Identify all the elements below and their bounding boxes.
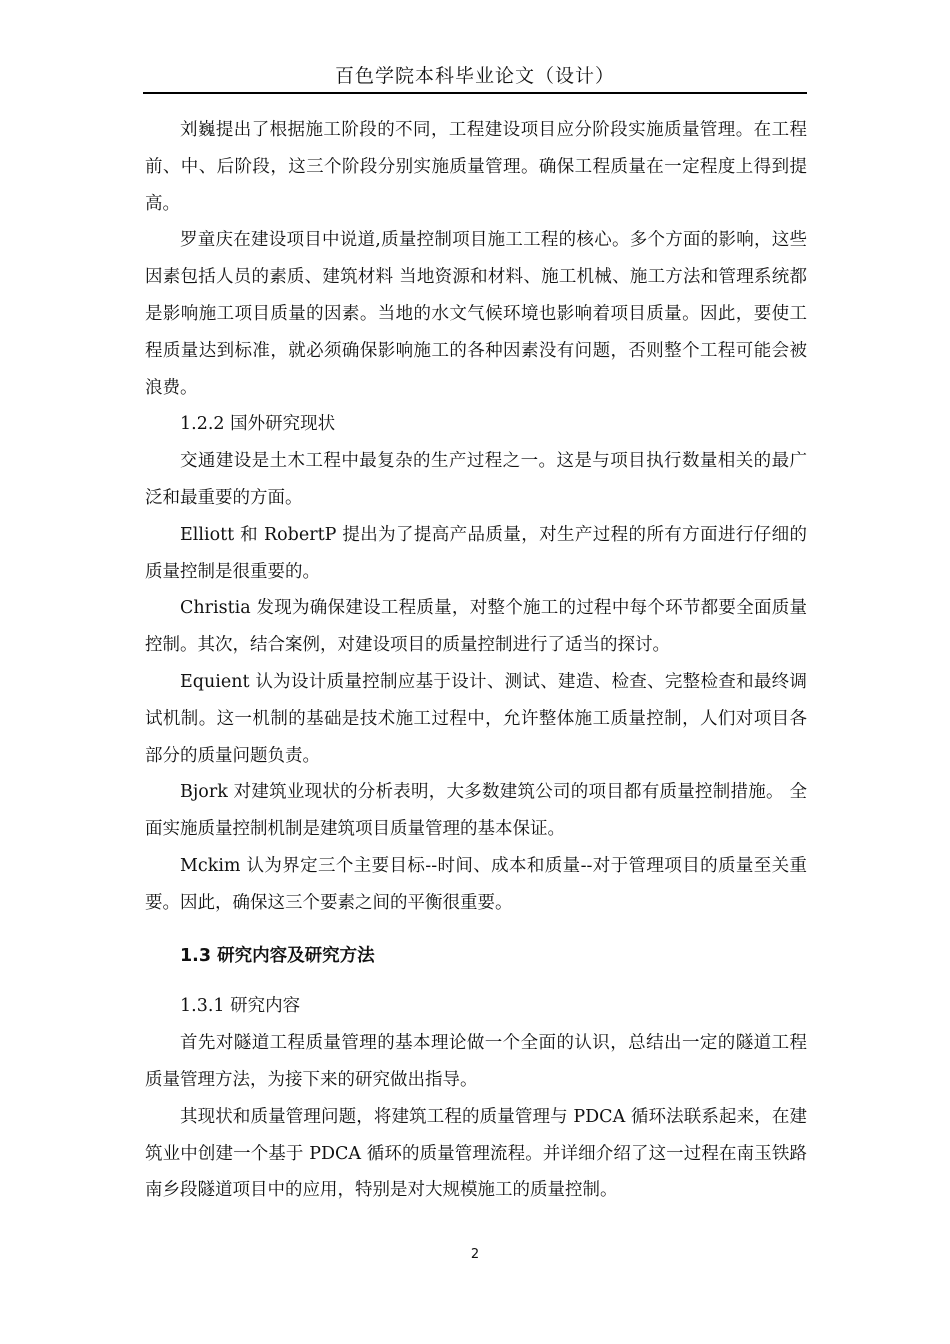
paragraph: 罗童庆在建设项目中说道,质量控制项目施工工程的核心。多个方面的影响，这些因素包括人员的素质、建筑材料 当地资源和材料、施工机械、施工方法和管理系统都是影响施工项目质量的因素。当地的水文气候环境也影响着项目质量。因此，要使工程质量达到标准，就必须确保影响施工的各种因素没有问题，否则整个工程可能会被浪费。 — [145, 230, 807, 398]
paragraph: 交通建设是土木工程中最复杂的生产过程之一。这是与项目执行数量相关的最广泛和最重要的方面。 — [145, 451, 807, 508]
paragraph: 其现状和质量管理问题，将建筑工程的质量管理与 PDCA 循环法联系起来，在建筑业中创建一个基于 PDCA 循环的质量管理流程。并详细介绍了这一过程在南玉铁路南乡段隧道项目中的应用，特别是对大规模施工的质量控制。 — [145, 1106, 807, 1201]
paragraph: Elliott 和 RobertP 提出为了提高产品质量，对生产过程的所有方面进行仔细的质量控制是很重要的。 — [145, 524, 807, 582]
paragraph: 刘巍提出了根据施工阶段的不同，工程建设项目应分阶段实施质量管理。在工程前、中、后阶段，这三个阶段分别实施质量管理。确保工程质量在一定程度上得到提高。 — [145, 120, 807, 214]
header-rule — [143, 92, 807, 94]
page-body — [145, 112, 807, 1209]
subsection-heading-1-2-2: 1.2.2 国外研究现状 — [180, 414, 336, 435]
paragraph: 首先对隧道工程质量管理的基本理论做一个全面的认识，总结出一定的隧道工程质量管理方法，为接下来的研究做出指导。 — [145, 1033, 807, 1090]
section-heading-1-3: 1.3 研究内容及研究方法 — [180, 945, 375, 966]
paragraph: Mckim 认为界定三个主要目标--时间、成本和质量--对于管理项目的质量至关重要。因此，确保这三个要素之间的平衡很重要。 — [145, 855, 807, 913]
subsection-heading-1-3-1: 1.3.1 研究内容 — [180, 996, 301, 1017]
paragraph: Christia 发现为确保建设工程质量，对整个施工的过程中每个环节都要全面质量控制。其次，结合案例，对建设项目的质量控制进行了适当的探讨。 — [145, 598, 807, 656]
page-number: 2 — [470, 1247, 480, 1262]
page-header-title: 百色学院本科毕业论文（设计） — [334, 65, 615, 87]
paragraph: Equient 认为设计质量控制应基于设计、测试、建造、检查、完整检查和最终调试机制。这一机制的基础是技术施工过程中，允许整体施工质量控制，人们对项目各部分的质量问题负责。 — [145, 671, 807, 766]
paragraph: Bjork 对建筑业现状的分析表明，大多数建筑公司的项目都有质量控制措施。 全面实施质量控制机制是建筑项目质量管理的基本保证。 — [145, 782, 807, 840]
